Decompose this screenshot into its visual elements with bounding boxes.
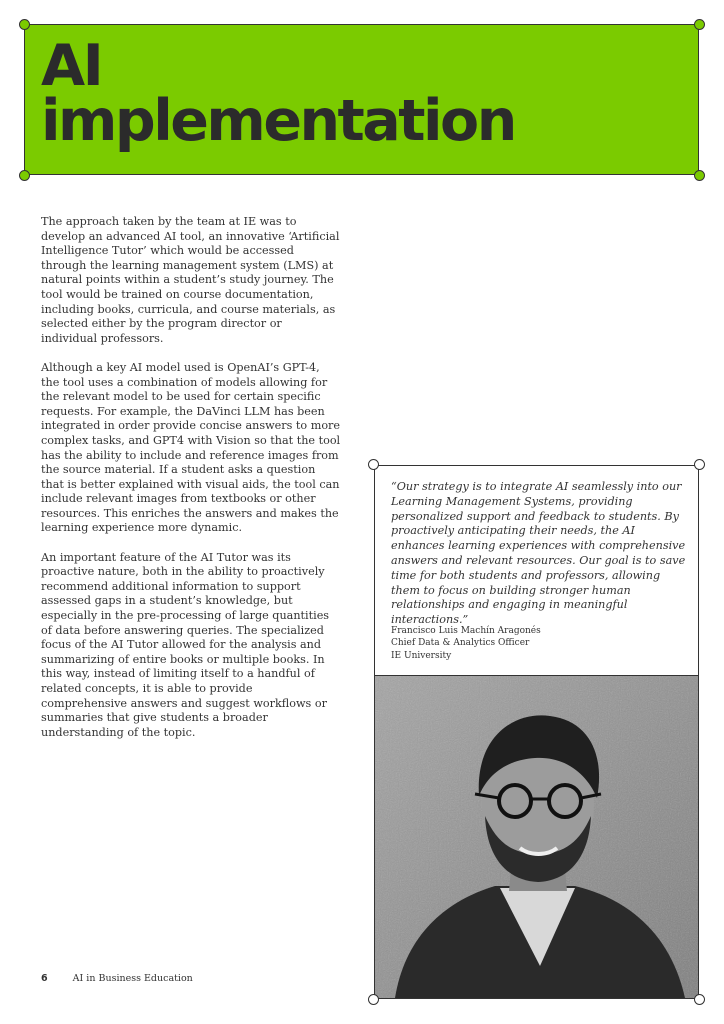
banner-corner-dot [694, 19, 705, 30]
page-title-line-2: implementation [41, 88, 515, 154]
page-title [41, 33, 515, 154]
page-number: 6 [41, 973, 48, 984]
quote-corner-dot [368, 459, 379, 470]
pull-quote: “Our strategy is to integrate AI seamlessly into our Learning Management Systems, providing personalized support and feedback to students. By proactively anticipating their needs, the AI enhances learning experiences with comprehensive answers and relevant resources. Our goal is to save time for both students and professors, allowing them to focus on building stronger human relationships and engaging in meaningful interactions.” [391, 480, 686, 627]
attribution-name: Francisco Luis Machín Aragonés [391, 626, 541, 636]
page-title-line-1: AI [41, 33, 102, 99]
banner-corner-dot [694, 170, 705, 181]
title-banner [24, 24, 699, 175]
quote-corner-dot [694, 994, 705, 1005]
quote-attribution [391, 625, 687, 662]
portrait-photo [374, 675, 699, 999]
body-paragraph-1: The approach taken by the team at IE was to develop an advanced AI tool, an innovative ‘Artificial Intelligence Tutor’ which would be accessed through the learning management system (LMS) at natural points within a student’s study journey. The tool would be trained on course documentation, including books, curricula, and course materials, as selected either by the program director or individual professors. [41, 215, 340, 345]
banner-corner-dot [19, 19, 30, 30]
quote-corner-dot [368, 994, 379, 1005]
attribution-role: Chief Data & Analytics Officer [391, 638, 530, 649]
banner-corner-dot [19, 170, 30, 181]
quote-box [374, 465, 699, 675]
publication-title: AI in Business Education [72, 973, 193, 984]
body-paragraph-2: Although a key AI model used is OpenAI’s GPT-4, the tool uses a combination of models allowing for the relevant model to be used for certain specific requests. For example, the DaVinci LLM has been integrated in order provide concise answers to more complex tasks, and GPT4 with Vision so that the tool has the ability to include and reference images from the source material. If a student asks a question that is better explained with visual aids, the tool can include relevant images from textbooks or other resources. This enriches the answers and makes the learning experience more dynamic. [41, 360, 341, 535]
body-text [41, 215, 341, 755]
page-footer [41, 973, 193, 984]
portrait-illustration [375, 676, 698, 998]
quote-corner-dot [694, 459, 705, 470]
body-paragraph-3: An important feature of the AI Tutor was its proactive nature, both in the ability to proactively recommend additional information to support assessed gaps in a student’s knowledge, but especially in the pre-processing of large quantities of data before answering queries. The specialized focus of the AI Tutor allowed for the analysis and summarizing of entire books or multiple books. In this way, instead of limiting itself to a handful of related concepts, it is able to provide comprehensive answers and suggest workflows or summaries that give students a broader understanding of the topic. [41, 550, 330, 739]
attribution-org: IE University [391, 650, 452, 661]
